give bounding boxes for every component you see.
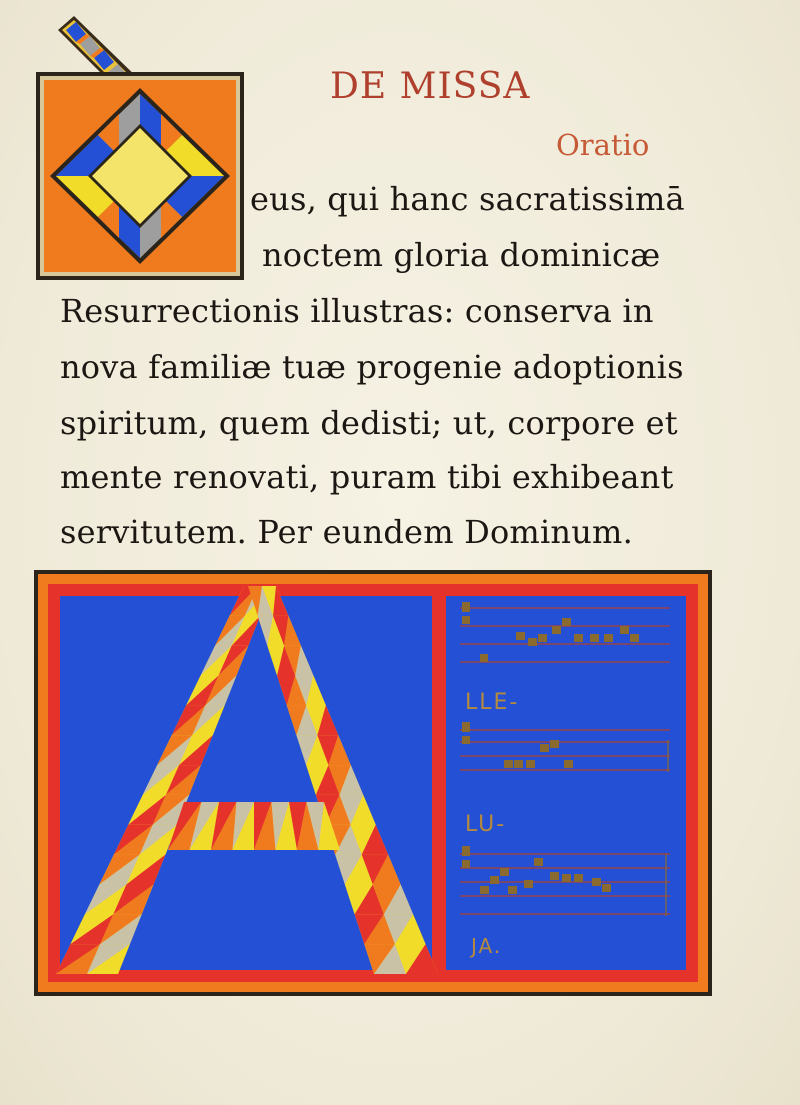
prayer-line: Resurrectionis illustras: conserva in bbox=[60, 292, 654, 330]
prayer-line: mente renovati, puram tibi exhibeant bbox=[60, 458, 674, 496]
prayer-line: servitutem. Per eundem Dominum. bbox=[60, 513, 633, 551]
illuminated-panel bbox=[34, 570, 712, 996]
section-subtitle: Oratio bbox=[556, 128, 650, 162]
chant-syllable: LLE- bbox=[465, 690, 520, 715]
prayer-line: noctem gloria dominicæ bbox=[262, 236, 661, 274]
prayer-line: nova familiæ tuæ progenie adoptionis bbox=[60, 348, 684, 386]
prayer-line: eus, qui hanc sacratissimā bbox=[250, 180, 685, 218]
page-title: DE MISSA bbox=[330, 66, 531, 107]
decorated-initial-d bbox=[36, 16, 246, 282]
chant-syllable: LU- bbox=[465, 812, 507, 837]
prayer-line: spiritum, quem dedisti; ut, corpore et bbox=[60, 404, 678, 442]
chant-syllable: JA. bbox=[471, 934, 503, 958]
